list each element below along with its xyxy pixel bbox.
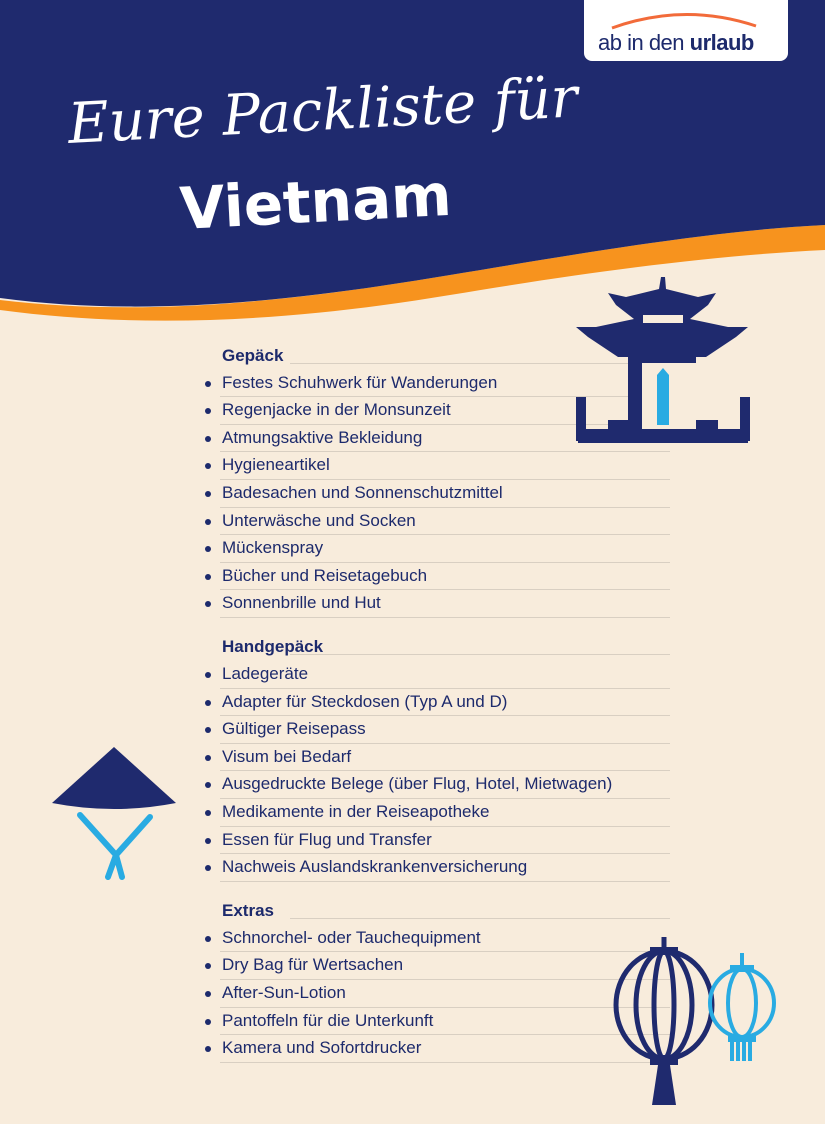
lanterns-icon (612, 935, 792, 1110)
list-item: Ladegeräte (220, 661, 670, 689)
list-item: Nachweis Auslandskrankenversicherung (220, 854, 670, 882)
list-item: Mückenspray (220, 535, 670, 563)
section-title: Handgepäck (204, 633, 670, 661)
packing-list (204, 342, 670, 1078)
conical-hat-icon (50, 745, 178, 883)
list-item: Essen für Flug und Transfer (220, 827, 670, 855)
list-item: Festes Schuhwerk für Wanderungen (220, 370, 670, 398)
title-line-1: Eure Packliste für (66, 65, 580, 157)
section-title: Extras (204, 897, 670, 925)
list-item: Dry Bag für Wertsachen (220, 952, 670, 980)
list-item: Badesachen und Sonnenschutzmittel (220, 480, 670, 508)
list-item: Sonnenbrille und Hut (220, 590, 670, 618)
list-item: Unterwäsche und Socken (220, 508, 670, 536)
list-item: Medikamente in der Reiseapotheke (220, 799, 670, 827)
list-item: Hygieneartikel (220, 452, 670, 480)
list-item: Ausgedruckte Belege (über Flug, Hotel, Mietwagen) (220, 771, 670, 799)
section-handgepaeck (204, 633, 670, 881)
section-title: Gepäck (204, 342, 670, 370)
list-item: Kamera und Sofortdrucker (220, 1035, 670, 1063)
abindenurlaub-logo[interactable]: ab in den urlaub (584, 0, 788, 61)
list-item: After-Sun-Lotion (220, 980, 670, 1008)
pagoda-gate-icon (568, 275, 758, 447)
section-extras (204, 897, 670, 1063)
list-item: Bücher und Reisetagebuch (220, 563, 670, 591)
list-item: Visum bei Bedarf (220, 744, 670, 772)
list-item: Schnorchel- oder Tauchequipment (220, 925, 670, 953)
list-item: Gültiger Reisepass (220, 716, 670, 744)
list-item: Regenjacke in der Monsunzeit (220, 397, 670, 425)
list-item: Atmungsaktive Bekleidung (220, 425, 670, 453)
title-destination: Vietnam (178, 160, 454, 243)
list-item: Adapter für Steckdosen (Typ A und D) (220, 689, 670, 717)
list-item: Pantoffeln für die Unterkunft (220, 1008, 670, 1036)
